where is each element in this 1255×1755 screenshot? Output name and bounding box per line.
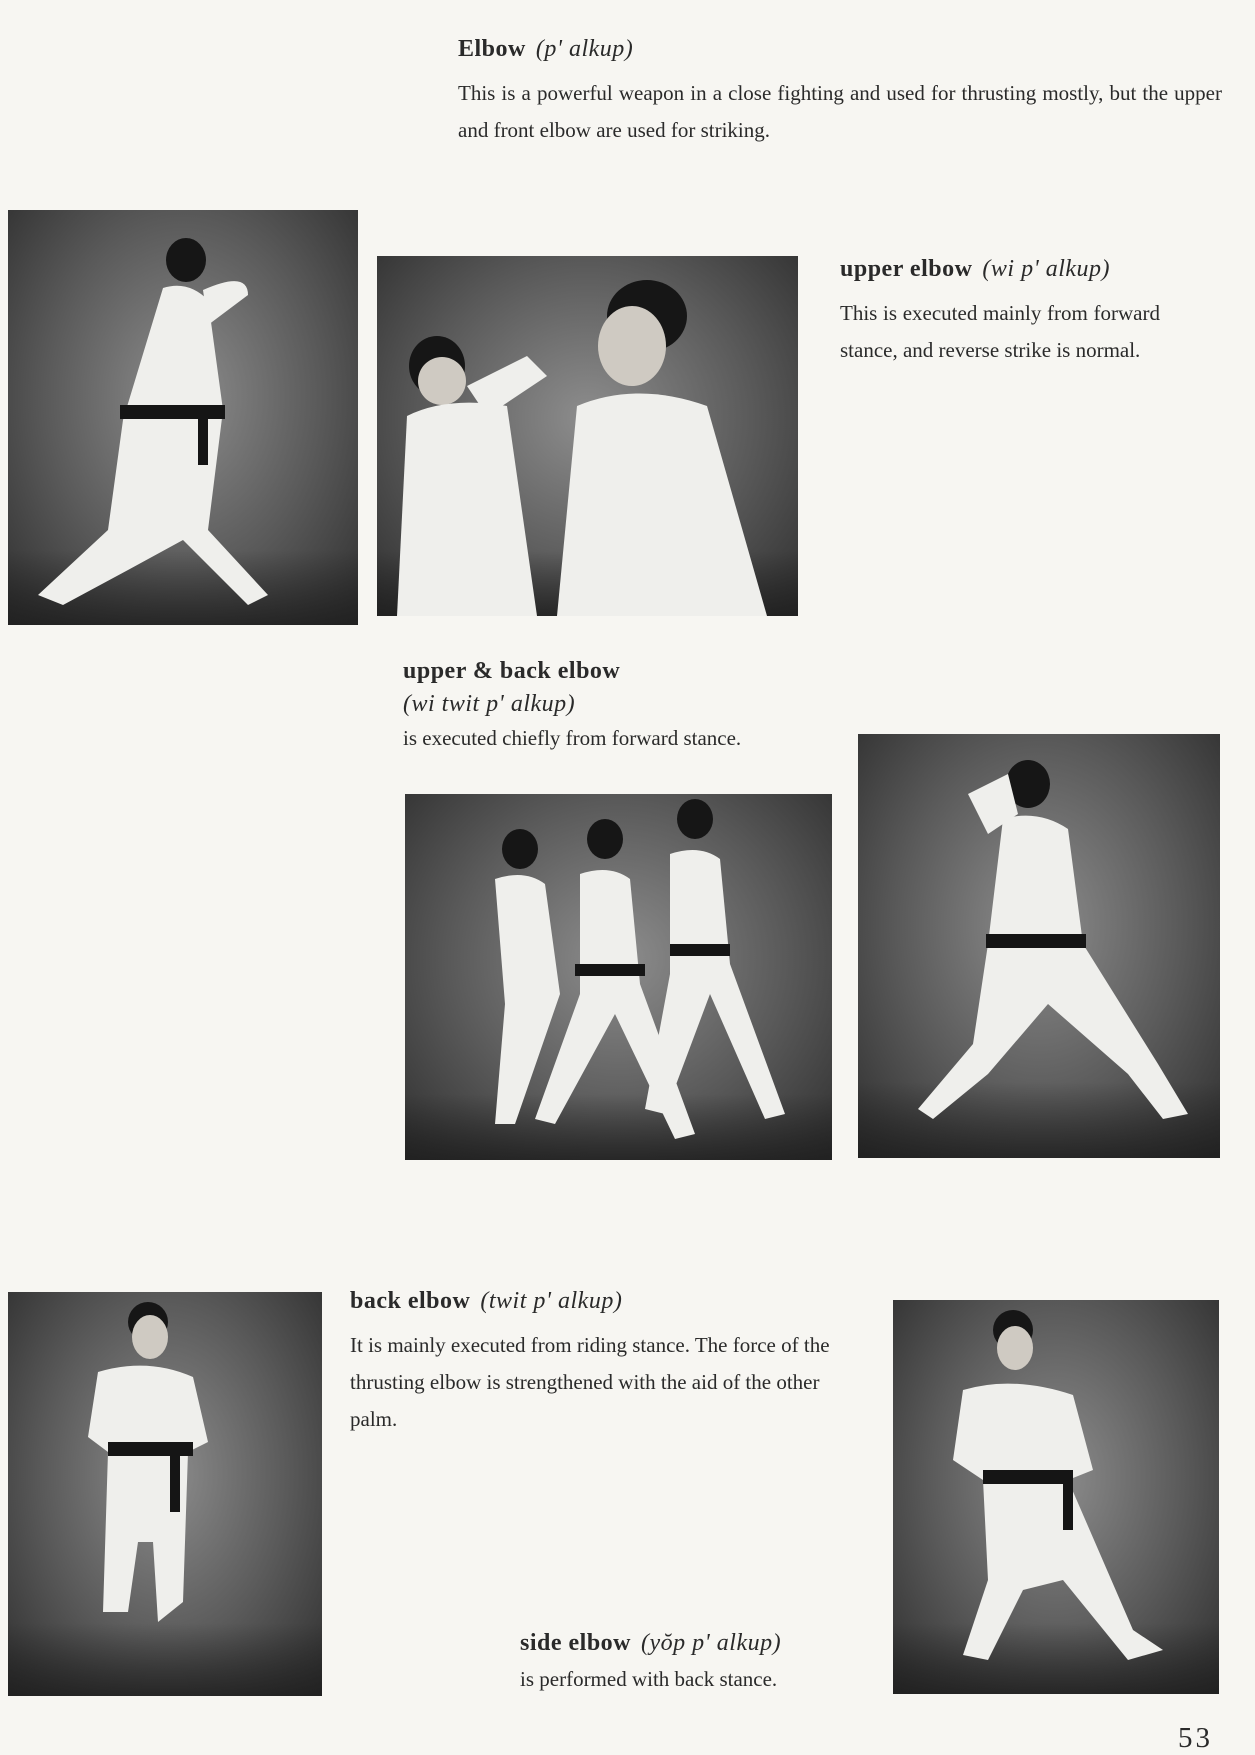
photo-back-elbow	[8, 1292, 322, 1696]
section-elbow	[458, 36, 1222, 149]
romanization: (twit p' alkup)	[480, 1288, 623, 1314]
figure-illustration	[8, 210, 358, 625]
section-heading	[520, 1630, 890, 1657]
term: upper elbow	[840, 256, 973, 282]
photo-upper-back-elbow-solo	[858, 734, 1220, 1158]
section-back-elbow	[350, 1288, 830, 1438]
term: upper & back elbow	[403, 658, 621, 684]
term: back elbow	[350, 1288, 471, 1314]
figure-illustration	[858, 734, 1220, 1158]
section-upper-elbow	[840, 256, 1160, 369]
section-text: is performed with back stance.	[520, 1667, 778, 1691]
term: Elbow	[458, 36, 526, 62]
section-upper-back-elbow	[403, 658, 843, 757]
figure-illustration	[8, 1292, 322, 1696]
section-text: It is mainly executed from riding stance. The force of the thrusting elbow is strengthened with the aid of the other palm.	[350, 1333, 830, 1431]
page-number: 53	[1178, 1722, 1213, 1754]
romanization: (yŏp p' alkup)	[641, 1630, 782, 1656]
section-heading	[458, 36, 1222, 63]
section-heading	[350, 1288, 830, 1315]
photo-upper-elbow-pair	[377, 256, 798, 616]
section-text: This is a powerful weapon in a close fighting and used for thrusting mostly, but the upper and front elbow are used for striking.	[458, 81, 1222, 142]
section-text: This is executed mainly from forward stance, and reverse strike is normal.	[840, 301, 1160, 362]
figure-illustration	[893, 1300, 1219, 1694]
photo-upper-back-elbow-group	[405, 794, 832, 1160]
section-heading	[403, 658, 843, 685]
section-side-elbow	[520, 1630, 890, 1698]
romanization-line	[403, 691, 843, 718]
romanization: (wi twit p' alkup)	[403, 691, 576, 717]
figure-illustration	[377, 256, 798, 616]
term: side elbow	[520, 1630, 632, 1656]
figure-illustration	[405, 794, 832, 1160]
section-text: is executed chiefly from forward stance.	[403, 726, 742, 750]
section-heading	[840, 256, 1160, 283]
photo-side-elbow	[893, 1300, 1219, 1694]
romanization: (p' alkup)	[535, 36, 634, 62]
romanization: (wi p' alkup)	[982, 256, 1111, 282]
photo-upper-elbow-solo	[8, 210, 358, 625]
